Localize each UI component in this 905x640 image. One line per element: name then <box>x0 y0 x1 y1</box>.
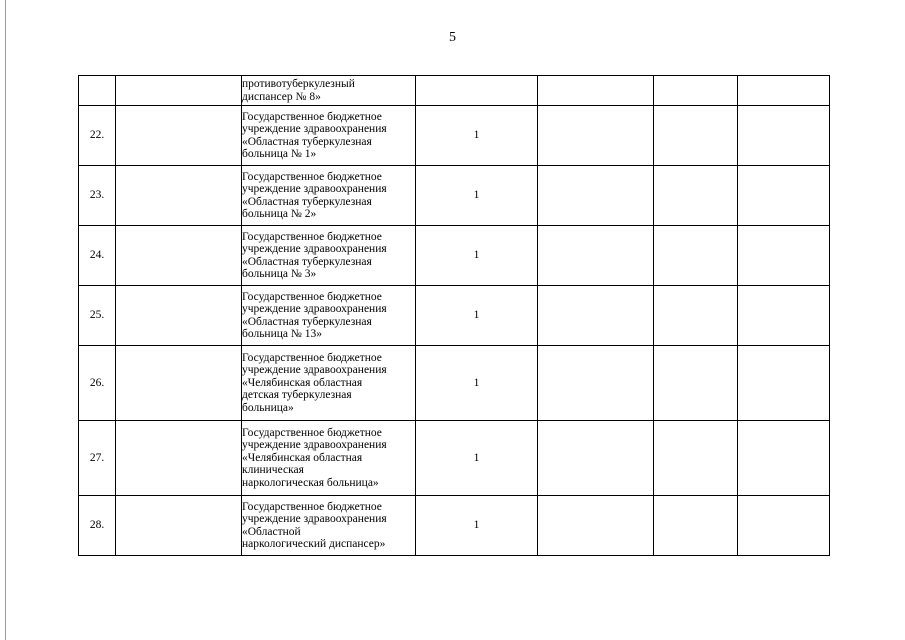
institution-name <box>242 421 416 496</box>
empty-cell <box>738 496 830 556</box>
empty-cell <box>538 166 654 226</box>
name-line: учреждение здравоохранения <box>242 123 387 135</box>
institution-name <box>242 226 416 286</box>
col2-cell <box>116 76 242 106</box>
table-body <box>79 76 830 556</box>
name-line: учреждение здравоохранения <box>242 364 387 377</box>
empty-cell <box>654 286 738 346</box>
name-line: «Областной <box>242 525 301 538</box>
empty-cell <box>654 106 738 166</box>
row-number: 23. <box>79 166 116 226</box>
institution-name <box>242 286 416 346</box>
empty-cell <box>738 286 830 346</box>
institution-name <box>242 76 416 106</box>
name-line: больница № 3» <box>242 268 317 280</box>
name-line: «Областная туберкулезная <box>242 255 372 268</box>
name-line: наркологический диспансер» <box>242 538 386 550</box>
quantity-cell: 1 <box>416 421 538 496</box>
empty-cell <box>538 286 654 346</box>
col2-cell <box>116 286 242 346</box>
row-number: 28. <box>79 496 116 556</box>
table-row <box>79 106 830 166</box>
empty-cell <box>538 496 654 556</box>
institutions-table <box>78 75 830 556</box>
institution-name <box>242 166 416 226</box>
name-line: учреждение здравоохранения <box>242 243 387 255</box>
empty-cell <box>654 496 738 556</box>
empty-cell <box>738 76 830 106</box>
empty-cell <box>538 421 654 496</box>
empty-cell <box>738 106 830 166</box>
name-line: «Челябинская областная <box>242 376 363 389</box>
name-line: учреждение здравоохранения <box>242 513 387 525</box>
table-row <box>79 346 830 421</box>
institution-name <box>242 346 416 421</box>
quantity-cell: 1 <box>416 496 538 556</box>
name-line: клиническая <box>242 464 304 477</box>
empty-cell <box>654 421 738 496</box>
name-line: Государственное бюджетное <box>242 426 382 439</box>
table-row <box>79 286 830 346</box>
empty-cell <box>654 76 738 106</box>
col2-cell <box>116 346 242 421</box>
col2-cell <box>116 106 242 166</box>
quantity-cell <box>416 76 538 106</box>
name-line: «Челябинская областная <box>242 451 363 464</box>
empty-cell <box>738 226 830 286</box>
table-row <box>79 421 830 496</box>
col2-cell <box>116 496 242 556</box>
row-number <box>79 76 116 106</box>
col2-cell <box>116 421 242 496</box>
table-row <box>79 496 830 556</box>
name-line: противотуберкулезный <box>242 78 355 90</box>
institution-name <box>242 106 416 166</box>
empty-cell <box>654 166 738 226</box>
name-line: больница № 13» <box>242 328 322 340</box>
name-line: больница» <box>242 401 294 414</box>
row-number: 24. <box>79 226 116 286</box>
row-number: 25. <box>79 286 116 346</box>
name-line: больница № 2» <box>242 208 317 220</box>
row-number: 26. <box>79 346 116 421</box>
name-line: наркологическая больница» <box>242 476 379 489</box>
col2-cell <box>116 226 242 286</box>
col2-cell <box>116 166 242 226</box>
name-line: «Областная туберкулезная <box>242 315 372 328</box>
quantity-cell: 1 <box>416 346 538 421</box>
quantity-cell: 1 <box>416 286 538 346</box>
quantity-cell: 1 <box>416 106 538 166</box>
name-line: учреждение здравоохранения <box>242 183 387 195</box>
page-number: 5 <box>449 30 456 45</box>
institution-name <box>242 496 416 556</box>
name-line: учреждение здравоохранения <box>242 439 387 452</box>
empty-cell <box>538 76 654 106</box>
empty-cell <box>654 226 738 286</box>
table-row <box>79 76 830 106</box>
name-line: «Областная туберкулезная <box>242 195 372 208</box>
empty-cell <box>654 346 738 421</box>
name-line: Государственное бюджетное <box>242 351 382 364</box>
name-line: больница № 1» <box>242 148 317 160</box>
table-row <box>79 166 830 226</box>
table-row <box>79 226 830 286</box>
row-number: 27. <box>79 421 116 496</box>
name-line: Государственное бюджетное <box>242 230 382 243</box>
name-line: Государственное бюджетное <box>242 290 382 303</box>
empty-cell <box>738 346 830 421</box>
empty-cell <box>538 226 654 286</box>
name-line: диспансер № 8» <box>242 90 321 103</box>
name-line: Государственное бюджетное <box>242 110 382 123</box>
quantity-cell: 1 <box>416 166 538 226</box>
name-line: «Областная туберкулезная <box>242 135 372 148</box>
empty-cell <box>538 346 654 421</box>
empty-cell <box>538 106 654 166</box>
quantity-cell: 1 <box>416 226 538 286</box>
empty-cell <box>738 421 830 496</box>
name-line: учреждение здравоохранения <box>242 303 387 315</box>
name-line: детская туберкулезная <box>242 389 352 402</box>
name-line: Государственное бюджетное <box>242 170 382 183</box>
row-number: 22. <box>79 106 116 166</box>
empty-cell <box>738 166 830 226</box>
page-left-edge <box>5 0 6 640</box>
name-line: Государственное бюджетное <box>242 500 382 513</box>
